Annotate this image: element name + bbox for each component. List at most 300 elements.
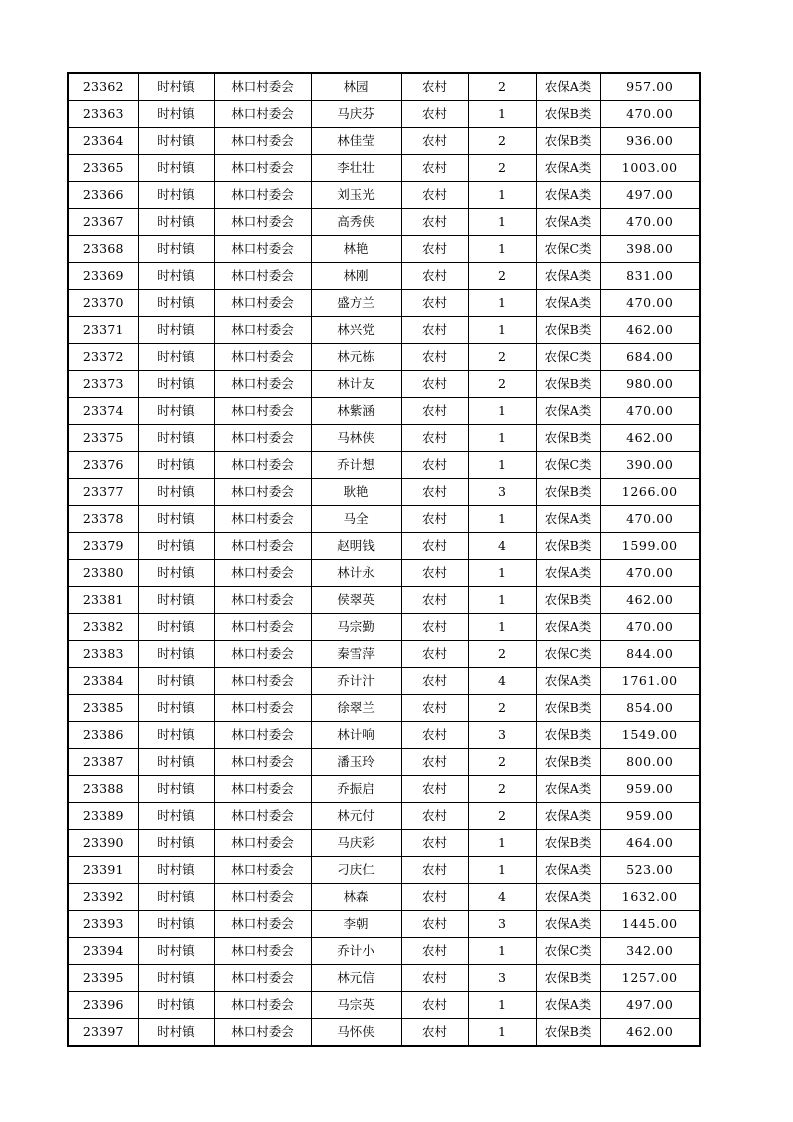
area-type-cell: 农村: [401, 452, 468, 479]
table-row: [68, 587, 700, 614]
town-cell: 时村镇: [138, 884, 214, 911]
town-cell: 时村镇: [138, 317, 214, 344]
table-row: [68, 803, 700, 830]
table-row: [68, 425, 700, 452]
name-cell: 徐翠兰: [311, 695, 401, 722]
record-id-cell: 23395: [68, 965, 138, 992]
record-id-cell: 23362: [68, 73, 138, 101]
record-id-cell: 23368: [68, 236, 138, 263]
name-cell: 马林侠: [311, 425, 401, 452]
area-type-cell: 农村: [401, 398, 468, 425]
table-row: [68, 749, 700, 776]
town-cell: 时村镇: [138, 236, 214, 263]
amount-cell: 1549.00: [600, 722, 700, 749]
amount-cell: 464.00: [600, 830, 700, 857]
amount-cell: 497.00: [600, 182, 700, 209]
village-committee-cell: 林口村委会: [214, 263, 311, 290]
area-type-cell: 农村: [401, 857, 468, 884]
area-type-cell: 农村: [401, 884, 468, 911]
record-id-cell: 23391: [68, 857, 138, 884]
town-cell: 时村镇: [138, 857, 214, 884]
amount-cell: 462.00: [600, 425, 700, 452]
town-cell: 时村镇: [138, 155, 214, 182]
town-cell: 时村镇: [138, 506, 214, 533]
household-size-cell: 1: [468, 209, 536, 236]
insurance-class-cell: 农保A类: [536, 398, 600, 425]
area-type-cell: 农村: [401, 722, 468, 749]
household-size-cell: 3: [468, 722, 536, 749]
insurance-class-cell: 农保C类: [536, 938, 600, 965]
area-type-cell: 农村: [401, 830, 468, 857]
name-cell: 林元付: [311, 803, 401, 830]
area-type-cell: 农村: [401, 560, 468, 587]
household-size-cell: 1: [468, 614, 536, 641]
village-committee-cell: 林口村委会: [214, 722, 311, 749]
amount-cell: 831.00: [600, 263, 700, 290]
household-size-cell: 1: [468, 290, 536, 317]
name-cell: 马宗英: [311, 992, 401, 1019]
area-type-cell: 农村: [401, 344, 468, 371]
village-committee-cell: 林口村委会: [214, 992, 311, 1019]
amount-cell: 523.00: [600, 857, 700, 884]
table-row: [68, 263, 700, 290]
town-cell: 时村镇: [138, 938, 214, 965]
village-committee-cell: 林口村委会: [214, 587, 311, 614]
table-row: [68, 830, 700, 857]
household-size-cell: 4: [468, 668, 536, 695]
name-cell: 林元栋: [311, 344, 401, 371]
name-cell: 马宗勤: [311, 614, 401, 641]
village-committee-cell: 林口村委会: [214, 398, 311, 425]
household-size-cell: 1: [468, 236, 536, 263]
record-id-cell: 23376: [68, 452, 138, 479]
village-committee-cell: 林口村委会: [214, 641, 311, 668]
household-size-cell: 2: [468, 344, 536, 371]
village-committee-cell: 林口村委会: [214, 695, 311, 722]
area-type-cell: 农村: [401, 911, 468, 938]
amount-cell: 470.00: [600, 560, 700, 587]
village-committee-cell: 林口村委会: [214, 803, 311, 830]
village-committee-cell: 林口村委会: [214, 884, 311, 911]
table-row: [68, 182, 700, 209]
insurance-class-cell: 农保B类: [536, 317, 600, 344]
table-row: [68, 209, 700, 236]
household-size-cell: 1: [468, 857, 536, 884]
household-size-cell: 1: [468, 425, 536, 452]
table-row: [68, 344, 700, 371]
insurance-class-cell: 农保C类: [536, 452, 600, 479]
household-size-cell: 1: [468, 101, 536, 128]
area-type-cell: 农村: [401, 101, 468, 128]
record-id-cell: 23384: [68, 668, 138, 695]
area-type-cell: 农村: [401, 668, 468, 695]
household-size-cell: 3: [468, 479, 536, 506]
name-cell: 盛方兰: [311, 290, 401, 317]
area-type-cell: 农村: [401, 290, 468, 317]
roster-table-body: [68, 73, 700, 1046]
village-committee-cell: 林口村委会: [214, 830, 311, 857]
name-cell: 林紫涵: [311, 398, 401, 425]
town-cell: 时村镇: [138, 533, 214, 560]
record-id-cell: 23390: [68, 830, 138, 857]
record-id-cell: 23378: [68, 506, 138, 533]
village-committee-cell: 林口村委会: [214, 425, 311, 452]
town-cell: 时村镇: [138, 749, 214, 776]
insurance-class-cell: 农保A类: [536, 884, 600, 911]
village-committee-cell: 林口村委会: [214, 452, 311, 479]
record-id-cell: 23389: [68, 803, 138, 830]
insurance-class-cell: 农保B类: [536, 749, 600, 776]
name-cell: 乔计汁: [311, 668, 401, 695]
record-id-cell: 23366: [68, 182, 138, 209]
town-cell: 时村镇: [138, 398, 214, 425]
name-cell: 林刚: [311, 263, 401, 290]
record-id-cell: 23394: [68, 938, 138, 965]
town-cell: 时村镇: [138, 911, 214, 938]
amount-cell: 497.00: [600, 992, 700, 1019]
insurance-class-cell: 农保A类: [536, 506, 600, 533]
household-size-cell: 2: [468, 776, 536, 803]
household-size-cell: 1: [468, 452, 536, 479]
area-type-cell: 农村: [401, 614, 468, 641]
household-size-cell: 1: [468, 398, 536, 425]
table-row: [68, 965, 700, 992]
name-cell: 林兴党: [311, 317, 401, 344]
record-id-cell: 23383: [68, 641, 138, 668]
record-id-cell: 23369: [68, 263, 138, 290]
name-cell: 耿艳: [311, 479, 401, 506]
household-size-cell: 2: [468, 128, 536, 155]
town-cell: 时村镇: [138, 830, 214, 857]
town-cell: 时村镇: [138, 776, 214, 803]
area-type-cell: 农村: [401, 965, 468, 992]
household-size-cell: 1: [468, 560, 536, 587]
insurance-class-cell: 农保A类: [536, 911, 600, 938]
village-committee-cell: 林口村委会: [214, 128, 311, 155]
insurance-class-cell: 农保A类: [536, 992, 600, 1019]
name-cell: 李壮壮: [311, 155, 401, 182]
town-cell: 时村镇: [138, 182, 214, 209]
area-type-cell: 农村: [401, 776, 468, 803]
table-row: [68, 857, 700, 884]
insurance-class-cell: 农保B类: [536, 830, 600, 857]
village-committee-cell: 林口村委会: [214, 479, 311, 506]
name-cell: 高秀侠: [311, 209, 401, 236]
table-row: [68, 479, 700, 506]
name-cell: 林森: [311, 884, 401, 911]
record-id-cell: 23374: [68, 398, 138, 425]
town-cell: 时村镇: [138, 209, 214, 236]
insurance-class-cell: 农保B类: [536, 101, 600, 128]
name-cell: 赵明钱: [311, 533, 401, 560]
household-size-cell: 1: [468, 1019, 536, 1047]
record-id-cell: 23380: [68, 560, 138, 587]
insurance-class-cell: 农保A类: [536, 209, 600, 236]
name-cell: 刁庆仁: [311, 857, 401, 884]
table-row: [68, 911, 700, 938]
name-cell: 乔计小: [311, 938, 401, 965]
record-id-cell: 23365: [68, 155, 138, 182]
town-cell: 时村镇: [138, 965, 214, 992]
roster-table: [67, 72, 701, 1047]
amount-cell: 844.00: [600, 641, 700, 668]
insurance-class-cell: 农保B类: [536, 425, 600, 452]
village-committee-cell: 林口村委会: [214, 749, 311, 776]
area-type-cell: 农村: [401, 506, 468, 533]
area-type-cell: 农村: [401, 938, 468, 965]
insurance-class-cell: 农保C类: [536, 344, 600, 371]
table-row: [68, 128, 700, 155]
table-row: [68, 317, 700, 344]
amount-cell: 470.00: [600, 101, 700, 128]
table-row: [68, 73, 700, 101]
household-size-cell: 4: [468, 884, 536, 911]
amount-cell: 398.00: [600, 236, 700, 263]
record-id-cell: 23367: [68, 209, 138, 236]
insurance-class-cell: 农保B类: [536, 1019, 600, 1047]
name-cell: 马怀侠: [311, 1019, 401, 1047]
household-size-cell: 1: [468, 317, 536, 344]
name-cell: 林计响: [311, 722, 401, 749]
area-type-cell: 农村: [401, 209, 468, 236]
village-committee-cell: 林口村委会: [214, 209, 311, 236]
amount-cell: 470.00: [600, 506, 700, 533]
amount-cell: 470.00: [600, 290, 700, 317]
table-row: [68, 560, 700, 587]
record-id-cell: 23382: [68, 614, 138, 641]
household-size-cell: 2: [468, 371, 536, 398]
area-type-cell: 农村: [401, 425, 468, 452]
village-committee-cell: 林口村委会: [214, 155, 311, 182]
village-committee-cell: 林口村委会: [214, 344, 311, 371]
amount-cell: 462.00: [600, 587, 700, 614]
insurance-class-cell: 农保A类: [536, 73, 600, 101]
name-cell: 秦雪萍: [311, 641, 401, 668]
insurance-class-cell: 农保B类: [536, 371, 600, 398]
area-type-cell: 农村: [401, 695, 468, 722]
household-size-cell: 4: [468, 533, 536, 560]
village-committee-cell: 林口村委会: [214, 857, 311, 884]
name-cell: 乔计想: [311, 452, 401, 479]
record-id-cell: 23379: [68, 533, 138, 560]
name-cell: 马庆彩: [311, 830, 401, 857]
insurance-class-cell: 农保A类: [536, 857, 600, 884]
name-cell: 乔振启: [311, 776, 401, 803]
village-committee-cell: 林口村委会: [214, 73, 311, 101]
record-id-cell: 23392: [68, 884, 138, 911]
amount-cell: 1599.00: [600, 533, 700, 560]
amount-cell: 1003.00: [600, 155, 700, 182]
amount-cell: 1257.00: [600, 965, 700, 992]
village-committee-cell: 林口村委会: [214, 1019, 311, 1047]
insurance-class-cell: 农保C类: [536, 641, 600, 668]
amount-cell: 470.00: [600, 614, 700, 641]
household-size-cell: 1: [468, 830, 536, 857]
record-id-cell: 23372: [68, 344, 138, 371]
household-size-cell: 2: [468, 263, 536, 290]
record-id-cell: 23386: [68, 722, 138, 749]
village-committee-cell: 林口村委会: [214, 533, 311, 560]
insurance-class-cell: 农保A类: [536, 263, 600, 290]
area-type-cell: 农村: [401, 263, 468, 290]
insurance-class-cell: 农保A类: [536, 290, 600, 317]
household-size-cell: 3: [468, 965, 536, 992]
name-cell: 林元信: [311, 965, 401, 992]
town-cell: 时村镇: [138, 641, 214, 668]
table-row: [68, 722, 700, 749]
area-type-cell: 农村: [401, 533, 468, 560]
table-row: [68, 101, 700, 128]
amount-cell: 959.00: [600, 776, 700, 803]
area-type-cell: 农村: [401, 479, 468, 506]
amount-cell: 800.00: [600, 749, 700, 776]
town-cell: 时村镇: [138, 128, 214, 155]
amount-cell: 1761.00: [600, 668, 700, 695]
insurance-class-cell: 农保B类: [536, 722, 600, 749]
village-committee-cell: 林口村委会: [214, 776, 311, 803]
town-cell: 时村镇: [138, 614, 214, 641]
town-cell: 时村镇: [138, 344, 214, 371]
name-cell: 林艳: [311, 236, 401, 263]
table-row: [68, 155, 700, 182]
village-committee-cell: 林口村委会: [214, 668, 311, 695]
household-size-cell: 2: [468, 803, 536, 830]
amount-cell: 462.00: [600, 1019, 700, 1047]
record-id-cell: 23397: [68, 1019, 138, 1047]
insurance-class-cell: 农保A类: [536, 182, 600, 209]
village-committee-cell: 林口村委会: [214, 101, 311, 128]
household-size-cell: 2: [468, 155, 536, 182]
table-row: [68, 641, 700, 668]
insurance-class-cell: 农保B类: [536, 587, 600, 614]
insurance-class-cell: 农保B类: [536, 695, 600, 722]
table-row: [68, 452, 700, 479]
household-size-cell: 1: [468, 938, 536, 965]
record-id-cell: 23393: [68, 911, 138, 938]
insurance-class-cell: 农保A类: [536, 560, 600, 587]
area-type-cell: 农村: [401, 641, 468, 668]
table-row: [68, 236, 700, 263]
record-id-cell: 23396: [68, 992, 138, 1019]
record-id-cell: 23363: [68, 101, 138, 128]
table-row: [68, 1019, 700, 1047]
amount-cell: 959.00: [600, 803, 700, 830]
village-committee-cell: 林口村委会: [214, 290, 311, 317]
insurance-class-cell: 农保A类: [536, 614, 600, 641]
table-row: [68, 695, 700, 722]
insurance-class-cell: 农保A类: [536, 776, 600, 803]
amount-cell: 1445.00: [600, 911, 700, 938]
record-id-cell: 23375: [68, 425, 138, 452]
record-id-cell: 23388: [68, 776, 138, 803]
amount-cell: 462.00: [600, 317, 700, 344]
name-cell: 马庆芬: [311, 101, 401, 128]
area-type-cell: 农村: [401, 182, 468, 209]
table-row: [68, 533, 700, 560]
town-cell: 时村镇: [138, 101, 214, 128]
village-committee-cell: 林口村委会: [214, 182, 311, 209]
village-committee-cell: 林口村委会: [214, 560, 311, 587]
table-row: [68, 776, 700, 803]
insurance-class-cell: 农保B类: [536, 479, 600, 506]
record-id-cell: 23385: [68, 695, 138, 722]
table-row: [68, 290, 700, 317]
table-row: [68, 614, 700, 641]
name-cell: 林园: [311, 73, 401, 101]
table-row: [68, 398, 700, 425]
area-type-cell: 农村: [401, 371, 468, 398]
name-cell: 马全: [311, 506, 401, 533]
area-type-cell: 农村: [401, 128, 468, 155]
name-cell: 潘玉玲: [311, 749, 401, 776]
record-id-cell: 23370: [68, 290, 138, 317]
amount-cell: 980.00: [600, 371, 700, 398]
village-committee-cell: 林口村委会: [214, 506, 311, 533]
name-cell: 林计永: [311, 560, 401, 587]
town-cell: 时村镇: [138, 1019, 214, 1047]
table-row: [68, 992, 700, 1019]
record-id-cell: 23373: [68, 371, 138, 398]
area-type-cell: 农村: [401, 155, 468, 182]
amount-cell: 470.00: [600, 398, 700, 425]
town-cell: 时村镇: [138, 425, 214, 452]
area-type-cell: 农村: [401, 317, 468, 344]
area-type-cell: 农村: [401, 1019, 468, 1047]
area-type-cell: 农村: [401, 992, 468, 1019]
town-cell: 时村镇: [138, 992, 214, 1019]
amount-cell: 390.00: [600, 452, 700, 479]
record-id-cell: 23381: [68, 587, 138, 614]
household-size-cell: 2: [468, 73, 536, 101]
insurance-class-cell: 农保C类: [536, 236, 600, 263]
town-cell: 时村镇: [138, 668, 214, 695]
insurance-class-cell: 农保A类: [536, 155, 600, 182]
village-committee-cell: 林口村委会: [214, 938, 311, 965]
insurance-class-cell: 农保B类: [536, 128, 600, 155]
table-row: [68, 506, 700, 533]
town-cell: 时村镇: [138, 560, 214, 587]
area-type-cell: 农村: [401, 803, 468, 830]
name-cell: 李朝: [311, 911, 401, 938]
town-cell: 时村镇: [138, 803, 214, 830]
town-cell: 时村镇: [138, 290, 214, 317]
insurance-class-cell: 农保B类: [536, 533, 600, 560]
household-size-cell: 1: [468, 587, 536, 614]
name-cell: 林计友: [311, 371, 401, 398]
village-committee-cell: 林口村委会: [214, 236, 311, 263]
town-cell: 时村镇: [138, 722, 214, 749]
household-size-cell: 1: [468, 992, 536, 1019]
household-size-cell: 1: [468, 506, 536, 533]
record-id-cell: 23364: [68, 128, 138, 155]
insurance-class-cell: 农保B类: [536, 965, 600, 992]
record-id-cell: 23387: [68, 749, 138, 776]
amount-cell: 1266.00: [600, 479, 700, 506]
insurance-class-cell: 农保A类: [536, 668, 600, 695]
amount-cell: 854.00: [600, 695, 700, 722]
household-size-cell: 2: [468, 749, 536, 776]
record-id-cell: 23377: [68, 479, 138, 506]
area-type-cell: 农村: [401, 73, 468, 101]
household-size-cell: 1: [468, 182, 536, 209]
amount-cell: 342.00: [600, 938, 700, 965]
name-cell: 侯翠英: [311, 587, 401, 614]
area-type-cell: 农村: [401, 749, 468, 776]
area-type-cell: 农村: [401, 587, 468, 614]
village-committee-cell: 林口村委会: [214, 317, 311, 344]
amount-cell: 470.00: [600, 209, 700, 236]
amount-cell: 1632.00: [600, 884, 700, 911]
